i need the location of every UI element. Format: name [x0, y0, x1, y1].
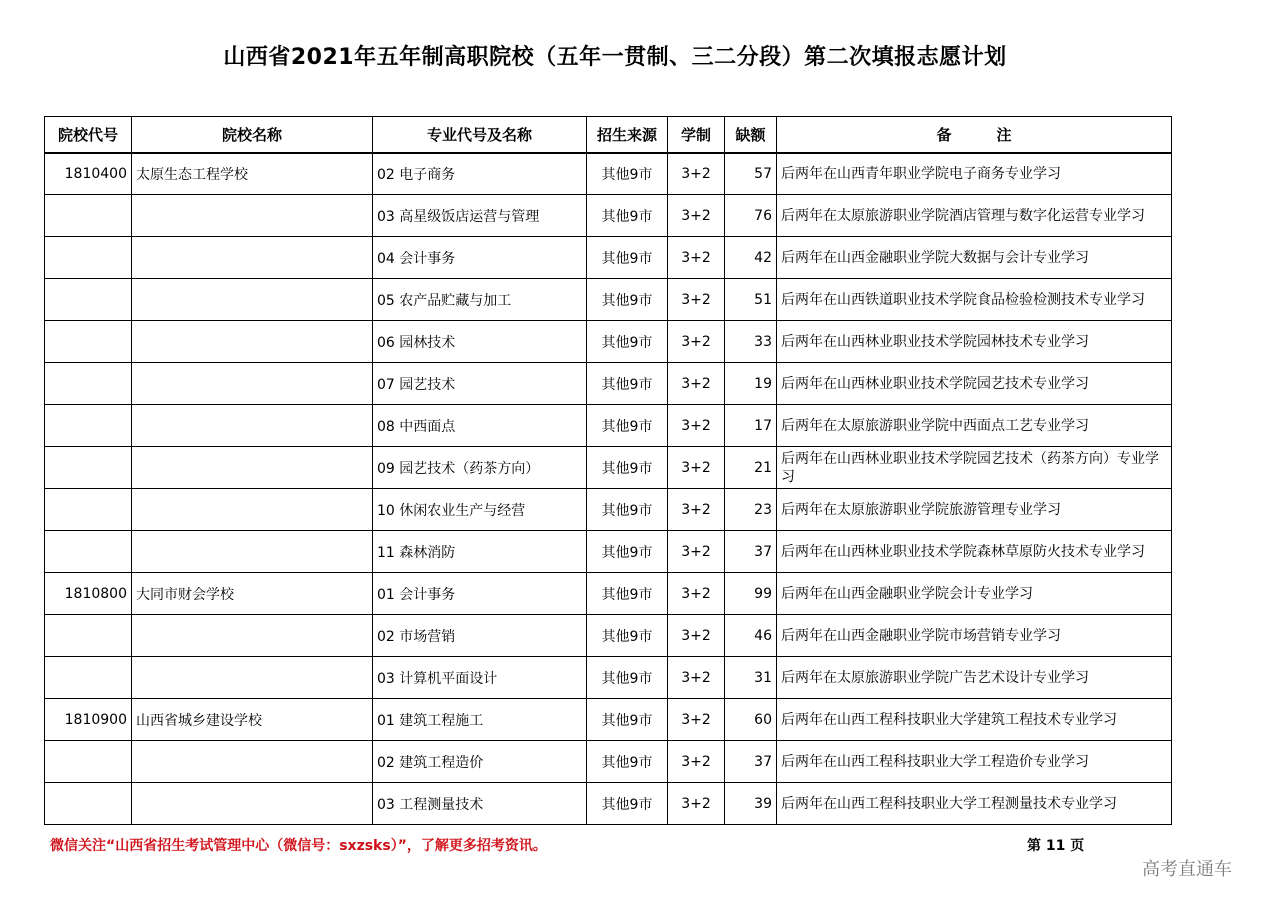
school-name-cell [132, 447, 373, 489]
source-cell: 其他9市 [587, 195, 668, 237]
school-name-cell [132, 195, 373, 237]
source-cell: 其他9市 [587, 489, 668, 531]
table-row [45, 447, 1172, 489]
header-length: 学制 [668, 117, 725, 153]
length-cell: 3+2 [668, 531, 725, 573]
watermark-text: 高考直通车 [1142, 859, 1232, 880]
vacancy-cell: 23 [725, 489, 777, 531]
length-cell: 3+2 [668, 489, 725, 531]
table-row [45, 573, 1172, 615]
table-row [45, 783, 1172, 825]
source-cell: 其他9市 [587, 279, 668, 321]
table-row [45, 279, 1172, 321]
table-header-row [45, 117, 1172, 153]
note-text: 后两年在山西金融职业学院大数据与会计专业学习 [781, 249, 1089, 266]
school-code-cell [45, 657, 132, 699]
table-body [45, 153, 1172, 825]
table-row [45, 531, 1172, 573]
page-title: 山西省2021年五年制高职院校（五年一贯制、三二分段）第二次填报志愿计划 [223, 45, 1007, 70]
school-name-cell [132, 531, 373, 573]
school-code-cell [45, 279, 132, 321]
table-row [45, 615, 1172, 657]
school-name-cell [132, 615, 373, 657]
vacancy-cell: 99 [725, 573, 777, 615]
length-cell: 3+2 [668, 237, 725, 279]
school-name-cell [132, 489, 373, 531]
school-code-cell [45, 195, 132, 237]
vacancy-cell: 60 [725, 699, 777, 741]
school-name-cell: 山西省城乡建设学校 [132, 699, 373, 741]
table-row [45, 489, 1172, 531]
school-code-cell: 1810800 [45, 573, 132, 615]
header-school-name: 院校名称 [132, 117, 373, 153]
school-name-cell: 太原生态工程学校 [132, 153, 373, 195]
vacancy-cell: 39 [725, 783, 777, 825]
note-cell [777, 279, 1172, 321]
length-cell: 3+2 [668, 741, 725, 783]
school-name-cell [132, 783, 373, 825]
source-cell: 其他9市 [587, 237, 668, 279]
source-cell: 其他9市 [587, 405, 668, 447]
source-cell: 其他9市 [587, 153, 668, 195]
major-cell: 01 建筑工程施工 [373, 699, 587, 741]
school-name-cell [132, 237, 373, 279]
note-cell [777, 531, 1172, 573]
source-cell: 其他9市 [587, 783, 668, 825]
wechat-notice: 微信关注“山西省招生考试管理中心（微信号：sxzsks）”，了解更多招考资讯。 [50, 838, 547, 854]
vacancy-cell: 21 [725, 447, 777, 489]
length-cell: 3+2 [668, 657, 725, 699]
page-number: 第 11 页 [1027, 838, 1085, 854]
note-text: 后两年在山西林业职业技术学院园艺技术（药茶方向）专业学习 [781, 450, 1159, 485]
note-text: 后两年在太原旅游职业学院旅游管理专业学习 [781, 501, 1061, 518]
source-cell: 其他9市 [587, 447, 668, 489]
source-cell: 其他9市 [587, 699, 668, 741]
header-vacancy: 缺额 [725, 117, 777, 153]
note-text: 后两年在太原旅游职业学院广告艺术设计专业学习 [781, 669, 1089, 686]
note-cell [777, 615, 1172, 657]
school-name-cell [132, 279, 373, 321]
table-row [45, 237, 1172, 279]
note-text: 后两年在山西金融职业学院会计专业学习 [781, 585, 1033, 602]
school-name-cell [132, 321, 373, 363]
note-cell [777, 657, 1172, 699]
note-cell [777, 405, 1172, 447]
note-text: 后两年在山西林业职业技术学院园林技术专业学习 [781, 333, 1089, 350]
length-cell: 3+2 [668, 615, 725, 657]
school-code-cell [45, 615, 132, 657]
school-name-cell [132, 657, 373, 699]
school-name-cell [132, 405, 373, 447]
note-text: 后两年在山西林业职业技术学院园艺技术专业学习 [781, 375, 1089, 392]
length-cell: 3+2 [668, 447, 725, 489]
major-cell: 10 休闲农业生产与经营 [373, 489, 587, 531]
note-cell [777, 783, 1172, 825]
note-text: 后两年在山西工程科技职业大学建筑工程技术专业学习 [781, 711, 1117, 728]
school-code-cell [45, 321, 132, 363]
length-cell: 3+2 [668, 195, 725, 237]
vacancy-cell: 57 [725, 153, 777, 195]
header-school-code: 院校代号 [45, 117, 132, 153]
major-cell: 03 高星级饭店运营与管理 [373, 195, 587, 237]
note-cell [777, 321, 1172, 363]
note-cell [777, 699, 1172, 741]
vacancy-cell: 37 [725, 741, 777, 783]
major-cell: 05 农产品贮藏与加工 [373, 279, 587, 321]
vacancy-cell: 19 [725, 363, 777, 405]
source-cell: 其他9市 [587, 657, 668, 699]
note-text: 后两年在太原旅游职业学院酒店管理与数字化运营专业学习 [781, 207, 1145, 224]
school-code-cell [45, 447, 132, 489]
source-cell: 其他9市 [587, 321, 668, 363]
table-row [45, 699, 1172, 741]
vacancy-cell: 31 [725, 657, 777, 699]
note-cell [777, 153, 1172, 195]
note-cell [777, 447, 1172, 489]
source-cell: 其他9市 [587, 741, 668, 783]
school-code-cell [45, 741, 132, 783]
school-name-cell [132, 363, 373, 405]
note-cell [777, 195, 1172, 237]
length-cell: 3+2 [668, 363, 725, 405]
school-code-cell: 1810900 [45, 699, 132, 741]
major-cell: 03 计算机平面设计 [373, 657, 587, 699]
major-cell: 03 工程测量技术 [373, 783, 587, 825]
major-cell: 02 电子商务 [373, 153, 587, 195]
table-row [45, 363, 1172, 405]
major-cell: 02 市场营销 [373, 615, 587, 657]
header-source: 招生来源 [587, 117, 668, 153]
length-cell: 3+2 [668, 783, 725, 825]
length-cell: 3+2 [668, 573, 725, 615]
length-cell: 3+2 [668, 153, 725, 195]
note-text: 后两年在山西工程科技职业大学工程造价专业学习 [781, 753, 1089, 770]
school-code-cell [45, 783, 132, 825]
school-code-cell: 1810400 [45, 153, 132, 195]
length-cell: 3+2 [668, 405, 725, 447]
source-cell: 其他9市 [587, 573, 668, 615]
major-cell: 08 中西面点 [373, 405, 587, 447]
note-text: 后两年在太原旅游职业学院中西面点工艺专业学习 [781, 417, 1089, 434]
table-row [45, 195, 1172, 237]
vacancy-cell: 42 [725, 237, 777, 279]
note-cell [777, 363, 1172, 405]
table-row [45, 321, 1172, 363]
note-cell [777, 237, 1172, 279]
school-code-cell [45, 237, 132, 279]
plan-table [44, 116, 1172, 825]
major-cell: 06 园林技术 [373, 321, 587, 363]
vacancy-cell: 51 [725, 279, 777, 321]
vacancy-cell: 17 [725, 405, 777, 447]
note-cell [777, 741, 1172, 783]
major-cell: 01 会计事务 [373, 573, 587, 615]
length-cell: 3+2 [668, 321, 725, 363]
major-cell: 04 会计事务 [373, 237, 587, 279]
header-notes: 备 注 [777, 117, 1172, 153]
note-cell [777, 489, 1172, 531]
note-text: 后两年在山西工程科技职业大学工程测量技术专业学习 [781, 795, 1117, 812]
major-cell: 07 园艺技术 [373, 363, 587, 405]
table-row [45, 741, 1172, 783]
vacancy-cell: 33 [725, 321, 777, 363]
note-text: 后两年在山西金融职业学院市场营销专业学习 [781, 627, 1061, 644]
vacancy-cell: 37 [725, 531, 777, 573]
source-cell: 其他9市 [587, 615, 668, 657]
school-code-cell [45, 531, 132, 573]
major-cell: 11 森林消防 [373, 531, 587, 573]
table-row [45, 657, 1172, 699]
school-name-cell: 大同市财会学校 [132, 573, 373, 615]
note-text: 后两年在山西林业职业技术学院森林草原防火技术专业学习 [781, 543, 1145, 560]
table-row [45, 153, 1172, 195]
length-cell: 3+2 [668, 699, 725, 741]
note-cell [777, 573, 1172, 615]
school-code-cell [45, 405, 132, 447]
school-code-cell [45, 363, 132, 405]
vacancy-cell: 76 [725, 195, 777, 237]
header-major: 专业代号及名称 [373, 117, 587, 153]
length-cell: 3+2 [668, 279, 725, 321]
major-cell: 02 建筑工程造价 [373, 741, 587, 783]
source-cell: 其他9市 [587, 531, 668, 573]
school-name-cell [132, 741, 373, 783]
source-cell: 其他9市 [587, 363, 668, 405]
table-row [45, 405, 1172, 447]
major-cell: 09 园艺技术（药茶方向） [373, 447, 587, 489]
note-text: 后两年在山西铁道职业技术学院食品检验检测技术专业学习 [781, 291, 1145, 308]
note-text: 后两年在山西青年职业学院电子商务专业学习 [781, 165, 1061, 182]
school-code-cell [45, 489, 132, 531]
vacancy-cell: 46 [725, 615, 777, 657]
